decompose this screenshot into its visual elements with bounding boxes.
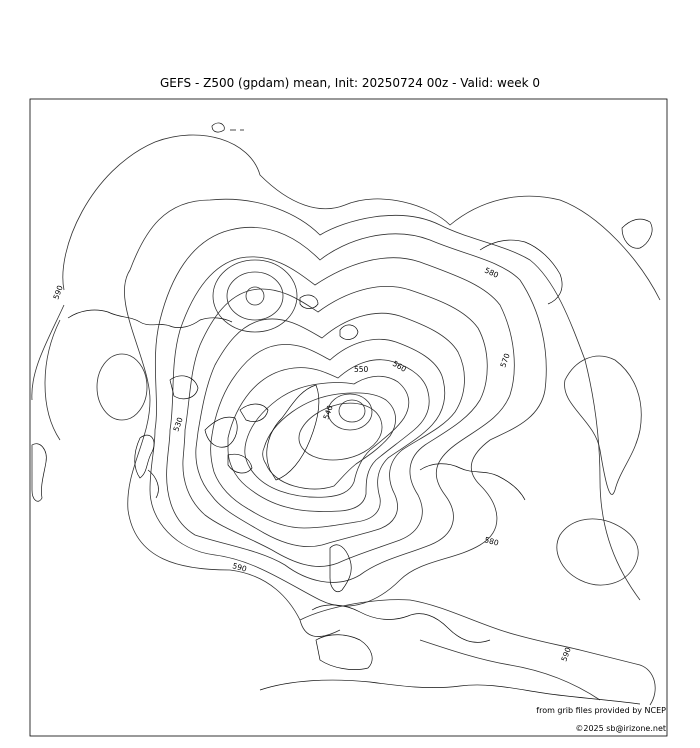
map-frame <box>30 99 667 736</box>
contour-545 <box>299 403 382 460</box>
label-590-left: 590 <box>51 284 65 301</box>
contour-595 <box>63 135 660 300</box>
credit-source: from grib files provided by NCEP <box>536 706 666 715</box>
coast-japan <box>622 219 652 248</box>
credit-copyright: ©2025 sb@irizone.net <box>575 724 666 733</box>
coast-svalbard <box>340 325 358 340</box>
coast-iberia <box>316 635 372 670</box>
contour-low-west-mid <box>227 272 283 320</box>
label-560: 560 <box>391 358 408 374</box>
coast-kamchatka <box>32 444 46 502</box>
label-570: 570 <box>498 352 512 369</box>
label-540: 540 <box>321 404 335 421</box>
coast-africa <box>260 680 640 704</box>
contour-590-left <box>32 305 64 440</box>
contour-high-east <box>565 356 642 494</box>
label-550: 550 <box>354 365 369 374</box>
contour-590-bottom <box>300 600 655 705</box>
label-590-bottom: 590 <box>231 561 248 574</box>
label-590-right: 590 <box>559 646 573 663</box>
coastlines <box>32 123 652 704</box>
label-580-right: 580 <box>483 265 500 280</box>
contour-540 <box>328 394 372 430</box>
coast-russia-north <box>420 464 525 500</box>
coast-canada <box>205 404 268 473</box>
label-530: 530 <box>171 416 185 433</box>
contour-high-se <box>557 519 638 585</box>
contour-590 <box>124 199 640 636</box>
contour-labels <box>51 266 572 663</box>
coast-hudson <box>170 376 198 399</box>
coast-europe <box>312 605 490 642</box>
contour-low-west-outer <box>213 260 297 332</box>
coast-scandinavia <box>330 545 351 592</box>
coast-siberia <box>68 310 232 328</box>
contour-high-1 <box>97 354 147 420</box>
contour-555 <box>245 376 409 497</box>
coast-na-west <box>135 435 159 498</box>
label-580-bottom: 580 <box>483 535 500 548</box>
map-title: GEFS - Z500 (gpdam) mean, Init: 20250724 00z - Valid: week 0 <box>159 76 541 90</box>
coast-greenland <box>267 385 319 480</box>
contour-lines <box>32 135 660 705</box>
contour-585 <box>150 227 546 606</box>
coast-small-top <box>212 123 244 132</box>
